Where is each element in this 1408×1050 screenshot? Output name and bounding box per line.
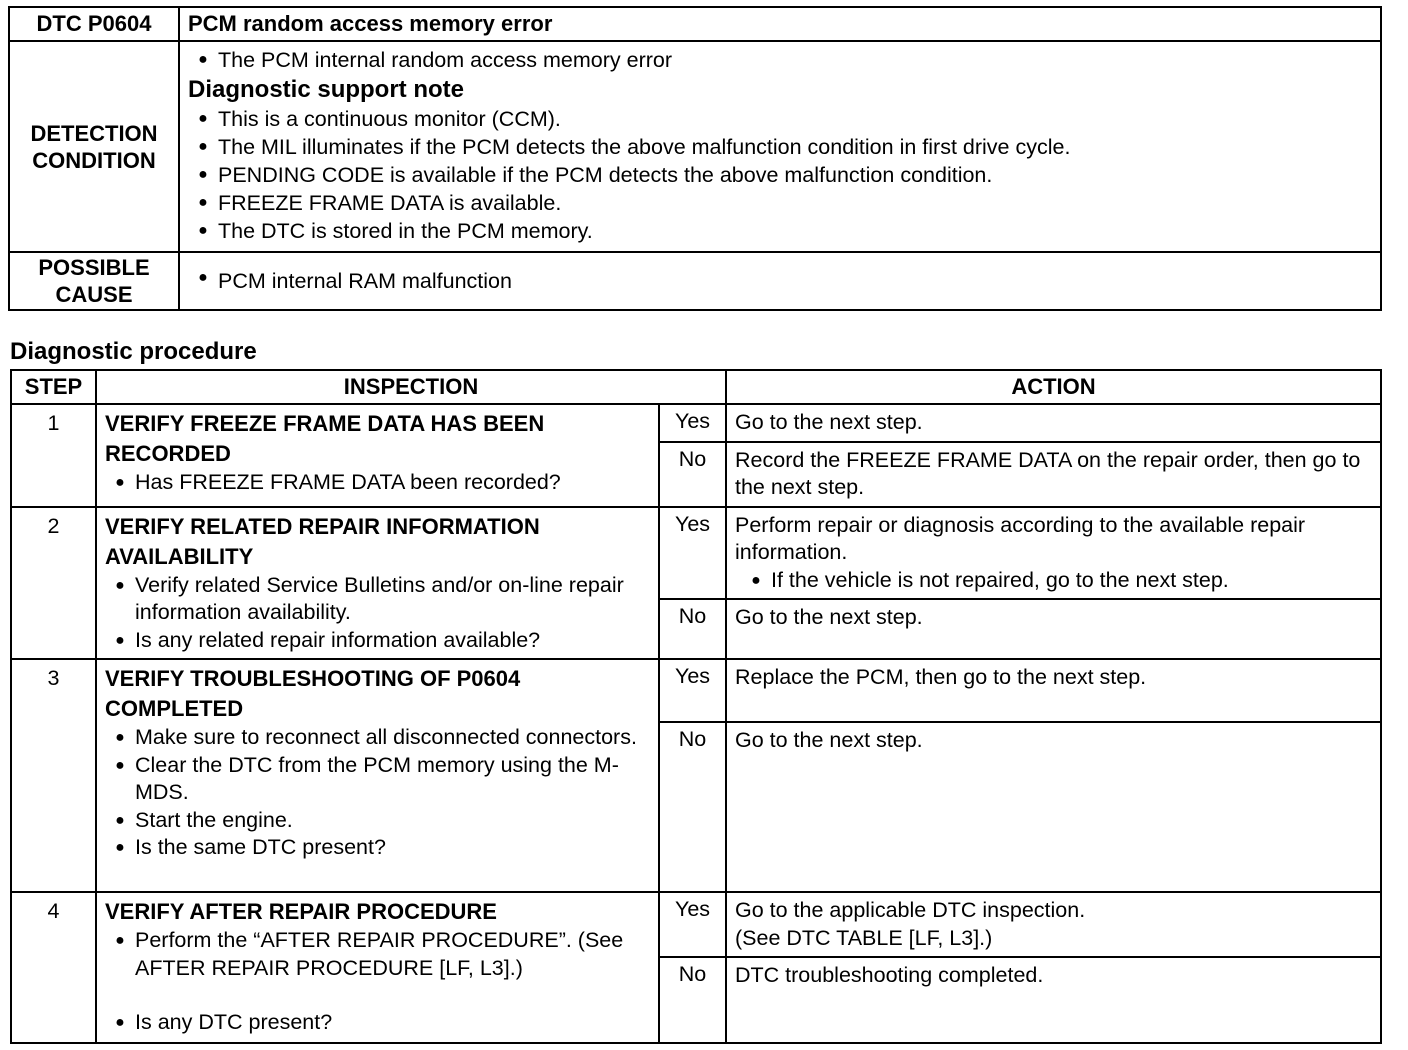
inspection-title: VERIFY TROUBLESHOOTING OF P0604 COMPLETED [105, 666, 521, 721]
no-action: Go to the next step. [726, 722, 1381, 892]
step-header: STEP [11, 370, 96, 404]
inspection-cell [96, 507, 659, 660]
step-number: 4 [11, 892, 96, 1043]
support-note-item: ● FREEZE FRAME DATA is available. [198, 191, 562, 215]
support-note-heading: Diagnostic support note [188, 76, 464, 103]
yes-label: Yes [659, 507, 726, 600]
support-note-item: ● The DTC is stored in the PCM memory. [198, 219, 593, 243]
possible-cause-content: ● PCM internal RAM malfunction [179, 252, 1381, 310]
detection-item: ● The PCM internal random access memory error [198, 48, 673, 72]
action-header: ACTION [726, 370, 1381, 404]
inspection-title: VERIFY RELATED REPAIR INFORMATION AVAILABILITY [105, 513, 540, 569]
yes-action: Perform repair or diagnosis according to the available repair information. ● If the vehicle is not repaired, go to the next step. [726, 507, 1381, 600]
support-note-item: ● This is a continuous monitor (CCM). [198, 107, 561, 131]
inspection-bullet: ● Perform the “AFTER REPAIR PROCEDURE”. (See AFTER REPAIR PROCEDURE [LF, L3].) [115, 928, 624, 980]
no-label: No [659, 957, 726, 1043]
no-label: No [659, 442, 726, 507]
inspection-cell [96, 404, 659, 507]
yes-label: Yes [659, 404, 726, 442]
inspection-header: INSPECTION [96, 370, 726, 404]
detection-condition-label: DETECTION CONDITION [9, 41, 179, 252]
inspection-bullet: ● Make sure to reconnect all disconnected connectors. [115, 725, 637, 749]
action-bullet: ● If the vehicle is not repaired, go to the next step. [751, 567, 1229, 592]
step-number: 3 [11, 659, 96, 892]
yes-action: Go to the next step. [726, 404, 1381, 442]
inspection-bullet: ● Clear the DTC from the PCM memory using the M-MDS. [115, 752, 619, 804]
diagnostic-procedure-table [10, 369, 1382, 1044]
yes-action: Go to the applicable DTC inspection. (See DTC TABLE [LF, L3].) [726, 892, 1381, 957]
no-label: No [659, 722, 726, 892]
no-action: DTC troubleshooting completed. [726, 957, 1381, 1043]
inspection-title: VERIFY FREEZE FRAME DATA HAS BEEN RECORDED [105, 411, 545, 466]
inspection-title: VERIFY AFTER REPAIR PROCEDURE [105, 899, 497, 924]
inspection-cell [96, 659, 659, 892]
yes-label: Yes [659, 892, 726, 957]
support-note-item: ● PENDING CODE is available if the PCM detects the above malfunction condition. [198, 163, 993, 187]
dtc-info-table [8, 6, 1382, 311]
dtc-title: PCM random access memory error [179, 7, 1381, 41]
support-note-item: ● The MIL illuminates if the PCM detects the above malfunction condition in first drive cycle. [198, 135, 1071, 159]
no-label: No [659, 599, 726, 659]
inspection-bullet: ● Verify related Service Bulletins and/or on-line repair information availability. [115, 572, 624, 624]
inspection-bullet: ● Has FREEZE FRAME DATA been recorded? [115, 470, 561, 494]
detection-condition-content [179, 41, 1381, 252]
step-number: 2 [11, 507, 96, 660]
inspection-bullet: ● Is the same DTC present? [115, 835, 386, 859]
yes-label: Yes [659, 659, 726, 722]
inspection-bullet: ● Is any related repair information available? [115, 627, 541, 652]
possible-cause-label: POSSIBLE CAUSE [9, 252, 179, 310]
yes-action: Replace the PCM, then go to the next step. [726, 659, 1381, 722]
dtc-code: DTC P0604 [9, 7, 179, 41]
inspection-bullet: ● Is any DTC present? [115, 1010, 333, 1034]
inspection-bullet: ● Start the engine. [115, 807, 293, 832]
diagnostic-procedure-heading: Diagnostic procedure [10, 338, 257, 365]
no-action: Record the FREEZE FRAME DATA on the repair order, then go to the next step. [726, 442, 1381, 507]
inspection-cell [96, 892, 659, 1043]
no-action: Go to the next step. [726, 599, 1381, 659]
step-number: 1 [11, 404, 96, 507]
